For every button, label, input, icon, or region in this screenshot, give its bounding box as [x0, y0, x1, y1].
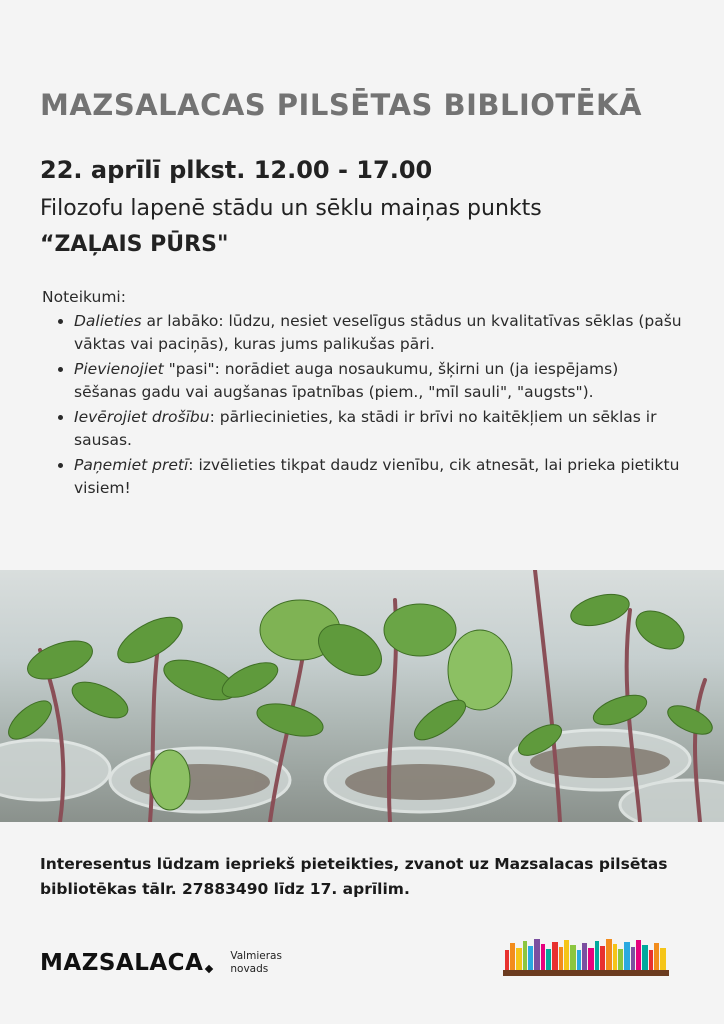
book-spine	[613, 944, 617, 970]
book-spine	[528, 946, 533, 970]
book-spine	[564, 940, 569, 970]
logo-dot-icon	[205, 965, 213, 973]
rule-lead: Ievērojiet drošību	[74, 408, 210, 426]
book-spine	[516, 948, 522, 970]
rules-heading: Noteikumi:	[42, 288, 126, 306]
mazsalaca-logo	[40, 950, 282, 976]
shelf-icon	[503, 970, 669, 976]
book-spine	[642, 945, 648, 970]
library-books-icon	[503, 936, 669, 978]
rule-lead: Dalieties	[74, 312, 142, 330]
logo-sub-line2: novads	[230, 963, 269, 975]
book-spine	[559, 947, 563, 970]
seedling-photo	[0, 570, 724, 822]
book-spine	[649, 950, 653, 970]
rule-lead: Paņemiet pretī	[74, 456, 189, 474]
rule-text: "pasi": norādiet auga nosaukumu, šķirni un (ja iespējams) sēšanas gadu vai augšanas īpatnības (piem., "mīl sauli", "augsts").	[74, 360, 619, 401]
event-name: “ZAĻAIS PŪRS"	[40, 232, 229, 257]
book-spine	[505, 950, 509, 970]
rules-section	[42, 286, 682, 502]
registration-note: Interesentus lūdzam iepriekš pieteikties, zvanot uz Mazsalacas pilsētas bibliotēkas tālr. 27883490 līdz 17. aprīlim.	[40, 855, 668, 898]
book-spine	[606, 939, 612, 970]
logo-wordmark: MAZSALACA	[40, 950, 204, 976]
rules-list	[42, 310, 682, 500]
page-title: MAZSALACAS PILSĒTAS BIBLIOTĒKĀ	[40, 88, 642, 122]
rule-text: ar labāko: lūdzu, nesiet veselīgus stādus un kvalitatīvas sēklas (pašu vāktas vai paciņās), kuras jums palikušas pāri.	[74, 312, 682, 353]
rule-item-take	[74, 454, 682, 500]
rule-item-safety	[74, 406, 682, 452]
book-spine	[552, 942, 558, 970]
book-spine	[510, 943, 515, 970]
rule-text: : izvēlieties tikpat daudz vienību, cik atnesāt, lai prieka pietiktu visiem!	[74, 456, 680, 497]
book-spine	[523, 941, 527, 970]
rule-lead: Pievienojiet	[74, 360, 164, 378]
book-spine	[541, 944, 545, 970]
book-spine	[546, 949, 551, 970]
logo-sub-line1: Valmieras	[230, 950, 282, 962]
book-spine	[631, 947, 635, 970]
event-subtitle: Filozofu lapenē stādu un sēklu maiņas punkts	[40, 196, 542, 221]
book-spine	[595, 941, 599, 970]
book-spine	[600, 946, 605, 970]
rule-item-passport	[74, 358, 682, 404]
book-spine	[618, 949, 623, 970]
event-datetime: 22. aprīlī plkst. 12.00 - 17.00	[40, 156, 433, 184]
book-spine	[570, 945, 576, 970]
rule-text: : pārliecinieties, ka stādi ir brīvi no kaitēkļiem un sēklas ir sausas.	[74, 408, 657, 449]
book-spine	[660, 948, 666, 970]
book-spine	[636, 940, 641, 970]
seedling-illustration	[0, 570, 724, 822]
book-spine	[654, 943, 659, 970]
book-spine	[577, 950, 581, 970]
book-spine	[624, 942, 630, 970]
book-spine	[582, 943, 587, 970]
logo-subtitle	[230, 950, 282, 976]
book-spine	[588, 948, 594, 970]
rule-item-share	[74, 310, 682, 356]
book-spine	[534, 939, 540, 970]
